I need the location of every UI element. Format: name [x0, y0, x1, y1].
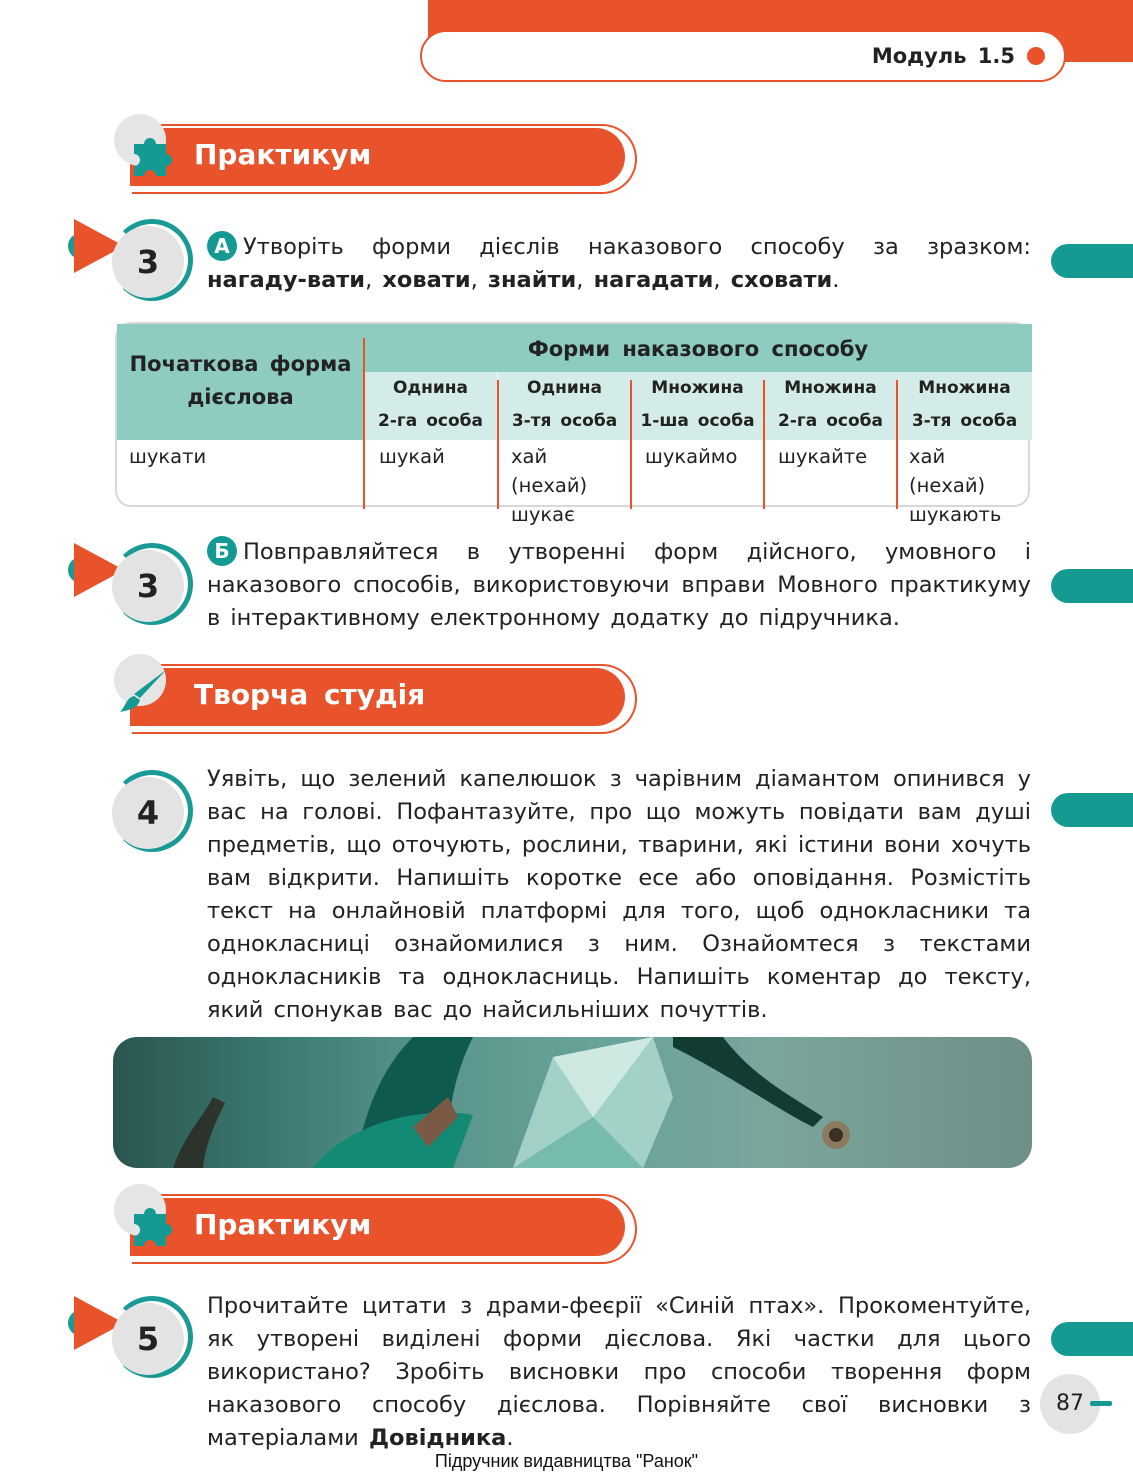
hat-diamond-image: [113, 1037, 1032, 1168]
exercise-3b-text: Б Повправляйтеся в утворенні форм дійсного, умовного і наказового способів, використовуючи вправи Мовного практикуму в інтерактивному електронному додатку до підручника.: [207, 536, 1031, 635]
table-cell: шукайте: [778, 445, 868, 468]
verb-forms-table: [115, 322, 1030, 526]
section-title: Творча студія: [194, 678, 426, 711]
table-cell: хай (нехай) шукають: [909, 445, 1002, 526]
puzzle-icon: [128, 134, 176, 178]
table-subheader: Множина 1-ша особа: [631, 372, 764, 440]
hat-diamond-illustration: [113, 1037, 1032, 1168]
table-cell: шукаймо: [645, 445, 738, 468]
module-label: Модуль 1.5: [871, 44, 1015, 68]
side-tab: [1051, 793, 1133, 827]
brush-icon: [118, 668, 170, 714]
exercise-5-text: Прочитайте цитати з драми-феєрії «Синій птах». Прокоментуйте, як утворені виділені форми дієслова. Які частки для цього використано? Зробіть висновки про способи творення форм наказового способу дієслова. Порівняйте свої висновки з матеріалами Довідника.: [207, 1293, 1031, 1451]
side-tab: [1051, 1322, 1133, 1356]
table-header-imperative: Форми наказового способу: [364, 324, 1032, 372]
exercise-number: 5: [136, 1320, 160, 1358]
letter-badge: Б: [207, 536, 237, 566]
table-divider: [630, 380, 632, 509]
table-divider: [763, 380, 765, 509]
table-divider: [497, 380, 499, 509]
letter-badge: А: [207, 231, 237, 261]
puzzle-icon: [128, 1204, 176, 1248]
exercise-number: 4: [136, 794, 160, 832]
page-number: 87: [1056, 1391, 1084, 1416]
table-cell: хай (нехай) шукає: [511, 445, 588, 526]
exercise-number: 3: [136, 567, 160, 605]
exercise-number: 3: [136, 243, 160, 281]
exercise-3a-text: А Утворіть форми дієслів наказового способу за зразком: нагаду-вати, ховати, знайти, нагадати, сховати.: [207, 231, 1031, 297]
section-title: Практикум: [194, 1208, 372, 1241]
table-cell: шукати: [129, 445, 207, 468]
table-subheader: Однина 3-тя особа: [498, 372, 631, 440]
module-dot: [1027, 47, 1045, 65]
table-cell: шукай: [379, 445, 445, 468]
table-subheader: Множина 3-тя особа: [897, 372, 1032, 440]
side-tab: [1051, 244, 1133, 278]
side-tab: [1051, 569, 1133, 603]
table-subheader: Однина 2-га особа: [364, 372, 497, 440]
page-number-dash: [1090, 1401, 1112, 1406]
table-divider: [896, 380, 898, 509]
table-subheader: Множина 2-га особа: [764, 372, 897, 440]
table-header-initial: Початкова форма дієслова: [117, 324, 364, 440]
table-divider: [363, 338, 365, 509]
section-title: Практикум: [194, 138, 372, 171]
publisher-footer: Підручник видавництва "Ранок": [434, 1451, 699, 1471]
exercise-4-text: Уявіть, що зелений капелюшок з чарівним діамантом опинився у вас на голові. Пофантазуйте, про що можуть повідати вам душі предметів, що оточують, рослини, тварини, які істини вони хочуть вам відкрити. Напишіть коротке есе або оповідання. Розмістіть текст на онлайновій платформі для того, щоб однокласники та однокласниці ознайомилися з ним. Ознайомтеся з текстами однокласників та однокласниць. Напишіть коментар до тексту, який спонукав вас до найсильніших почуттів.: [207, 766, 1031, 1023]
